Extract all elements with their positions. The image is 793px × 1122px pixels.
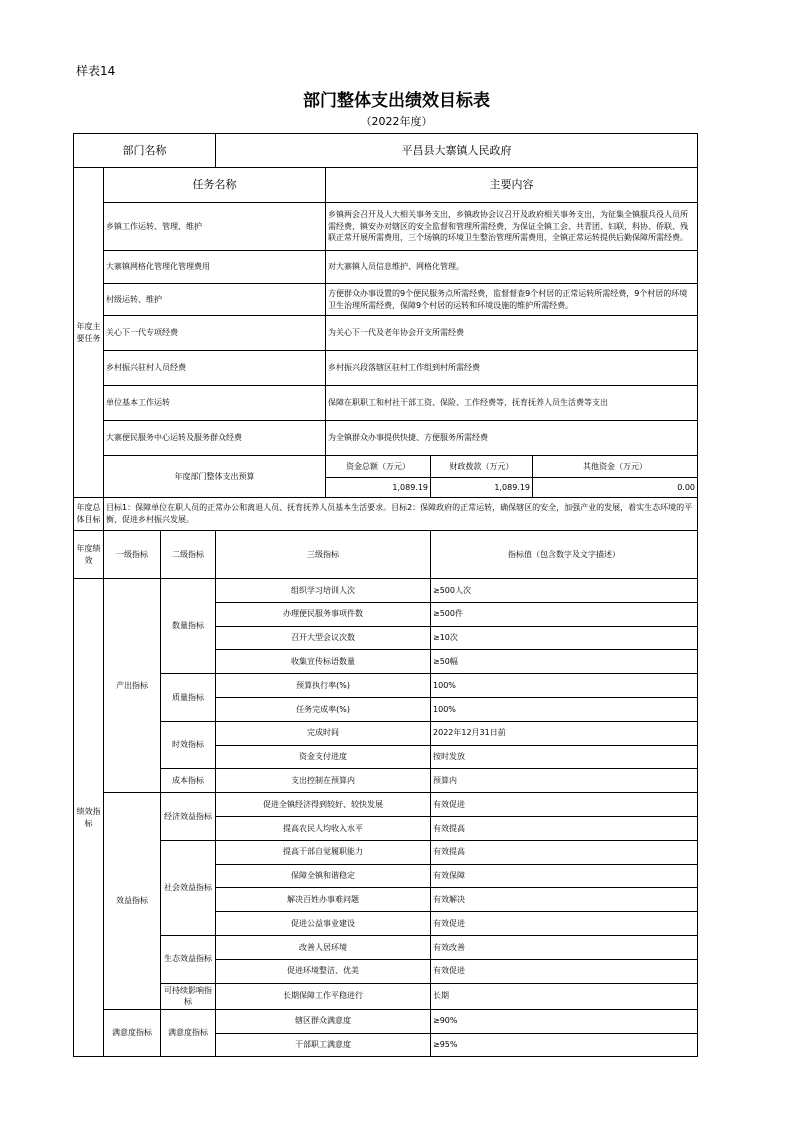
page-title: 部门整体支出绩效目标表: [303, 91, 490, 111]
level3-indicator: 资金支付进度: [216, 745, 431, 769]
level3-indicator: 保障全镇和谐稳定: [216, 864, 431, 888]
budget-total: 1,089.19: [326, 478, 431, 498]
level3-indicator: 支出控制在预算内: [216, 769, 431, 793]
dept-value: 平昌县大寨镇人民政府: [216, 134, 698, 168]
table-row: [74, 793, 698, 817]
level3-indicator: 解决百姓办事难问题: [216, 888, 431, 912]
tasks-section-label: 年度主要任务: [74, 168, 104, 498]
indicator-value: 长期: [431, 983, 698, 1009]
table-row: [74, 498, 698, 531]
budget-total-label: 资金总额（万元）: [326, 456, 431, 478]
header-level2: 二级指标: [161, 531, 216, 579]
perf-group-label: 绩效指标: [74, 579, 104, 1057]
table-row: [74, 531, 698, 579]
perf-section-label: 年度绩效: [74, 531, 104, 579]
form-tag: 样表14: [76, 64, 116, 78]
indicator-value: 有效改善: [431, 935, 698, 959]
level3-indicator: 促进全镇经济得到较好、较快发展: [216, 793, 431, 817]
table-row: [74, 1009, 698, 1033]
level2-indicator: 满意度指标: [161, 1009, 216, 1057]
task-name: 单位基本工作运转: [104, 386, 326, 421]
level3-indicator: 办理便民服务事项件数: [216, 602, 431, 626]
goal-text: 目标1：保障单位在职人员的正常办公和离退人员、抚育抚养人员基本生活要求。目标2：保障政府的正常运转，确保辖区的安全，加强产业的发展，着实生态环境的平衡，促进乡村振兴发展。: [104, 498, 698, 531]
table-row: [74, 251, 698, 284]
level3-indicator: 召开大型会议次数: [216, 626, 431, 650]
table-row: [74, 203, 698, 251]
table-row: [74, 421, 698, 456]
task-content: 为关心下一代及老年协会开支所需经费: [326, 316, 698, 351]
indicator-value: 100%: [431, 674, 698, 698]
header-level3: 三级指标: [216, 531, 431, 579]
task-content-header: 主要内容: [326, 168, 698, 203]
level3-indicator: 收集宣传标语数量: [216, 650, 431, 674]
indicator-value: 有效解决: [431, 888, 698, 912]
task-name: 关心下一代专项经费: [104, 316, 326, 351]
task-name: 乡镇工作运转、管理、维护: [104, 203, 326, 251]
task-content: 保障在职职工和村社干部工资、保险、工作经费等，抚育抚养人员生活费等支出: [326, 386, 698, 421]
indicator-value: ≥50幅: [431, 650, 698, 674]
task-content: 方便群众办事设置的9个便民服务点所需经费，监督督查9个村居的正常运转所需经费，9个村居的环境卫生治理所需经费，保障9个村居的运转和环境设施的维护所需经费。: [326, 284, 698, 316]
task-content: 为全镇群众办事提供快捷、方便服务所需经费: [326, 421, 698, 456]
level3-indicator: 改善人居环境: [216, 935, 431, 959]
budget-fiscal-label: 财政拨款（万元）: [431, 456, 533, 478]
indicator-value: ≥10次: [431, 626, 698, 650]
level2-indicator: 数量指标: [161, 579, 216, 674]
task-content: 乡村振兴段落辖区驻村工作组到村所需经费: [326, 351, 698, 386]
indicator-value: 100%: [431, 697, 698, 721]
level1-indicator: 满意度指标: [104, 1009, 161, 1057]
indicator-value: 2022年12月31日前: [431, 721, 698, 745]
task-name: 大寨便民服务中心运转及服务群众经费: [104, 421, 326, 456]
level3-indicator: 促进环境整洁、优美: [216, 959, 431, 983]
table-row: [74, 983, 698, 1009]
task-content: 乡镇两会召开及人大相关事务支出，乡镇政协会议召开及政府相关事务支出，为征集全镇服兵役人员所需经费，镇安办对辖区的安全监督和管理所需经费，为保证全镇工会、共青团、妇联，科协、侨联、残联正常开展所需费用，三个场镇的环境卫生整治管理所需费用，全镇正常运转提供后勤保障所需经费。: [326, 203, 698, 251]
indicator-value: 预算内: [431, 769, 698, 793]
level2-indicator: 成本指标: [161, 769, 216, 793]
budget-fiscal: 1,089.19: [431, 478, 533, 498]
level3-indicator: 提高农民人均收入水平: [216, 816, 431, 840]
indicator-value: 有效促进: [431, 912, 698, 936]
indicator-value: ≥500人次: [431, 579, 698, 603]
indicator-value: ≥95%: [431, 1033, 698, 1057]
header-value: 指标值（包含数字及文字描述）: [431, 531, 698, 579]
table-row: [74, 769, 698, 793]
indicator-value: ≥90%: [431, 1009, 698, 1033]
level2-indicator: 社会效益指标: [161, 840, 216, 935]
level3-indicator: 完成时间: [216, 721, 431, 745]
level1-indicator: 产出指标: [104, 579, 161, 793]
level2-indicator: 经济效益指标: [161, 793, 216, 841]
indicator-value: 有效提高: [431, 840, 698, 864]
level2-indicator: 时效指标: [161, 721, 216, 769]
level3-indicator: 预算执行率(%): [216, 674, 431, 698]
level3-indicator: 干部职工满意度: [216, 1033, 431, 1057]
budget-other: 0.00: [533, 478, 698, 498]
level3-indicator: 组织学习培训人次: [216, 579, 431, 603]
table-row: [74, 674, 698, 698]
level2-indicator: 可持续影响指标: [161, 983, 216, 1009]
task-name-header: 任务名称: [104, 168, 326, 203]
indicator-value: 有效提高: [431, 816, 698, 840]
level3-indicator: 提高干部自觉履职能力: [216, 840, 431, 864]
table-row: [74, 456, 698, 478]
table-row: [74, 386, 698, 421]
budget-label: 年度部门整体支出预算: [104, 456, 326, 498]
page-subtitle: （2022年度）: [360, 115, 433, 128]
indicator-value: 有效促进: [431, 793, 698, 817]
task-name: 乡村振兴驻村人员经费: [104, 351, 326, 386]
task-name: 村级运转、维护: [104, 284, 326, 316]
table-row: [74, 316, 698, 351]
table-row: [74, 579, 698, 603]
task-name: 大寨镇网格化管理化管理费用: [104, 251, 326, 284]
level2-indicator: 质量指标: [161, 674, 216, 722]
performance-table: [73, 133, 698, 1057]
indicator-value: ≥500件: [431, 602, 698, 626]
table-row: [74, 351, 698, 386]
level3-indicator: 促进公益事业建设: [216, 912, 431, 936]
table-row: [74, 935, 698, 959]
level2-indicator: 生态效益指标: [161, 935, 216, 983]
level3-indicator: 辖区群众满意度: [216, 1009, 431, 1033]
header-level1: 一级指标: [104, 531, 161, 579]
budget-other-label: 其他资金（万元）: [533, 456, 698, 478]
level3-indicator: 长期保障工作平稳进行: [216, 983, 431, 1009]
task-content: 对大寨镇人员信息维护、网格化管理。: [326, 251, 698, 284]
level1-indicator: 效益指标: [104, 793, 161, 1010]
indicator-value: 有效促进: [431, 959, 698, 983]
table-row: [74, 284, 698, 316]
indicator-value: 有效保障: [431, 864, 698, 888]
dept-label: 部门名称: [74, 134, 216, 168]
table-row: [74, 721, 698, 745]
goal-label: 年度总体目标: [74, 498, 104, 531]
indicator-value: 按时发放: [431, 745, 698, 769]
level3-indicator: 任务完成率(%): [216, 697, 431, 721]
table-row: [74, 840, 698, 864]
